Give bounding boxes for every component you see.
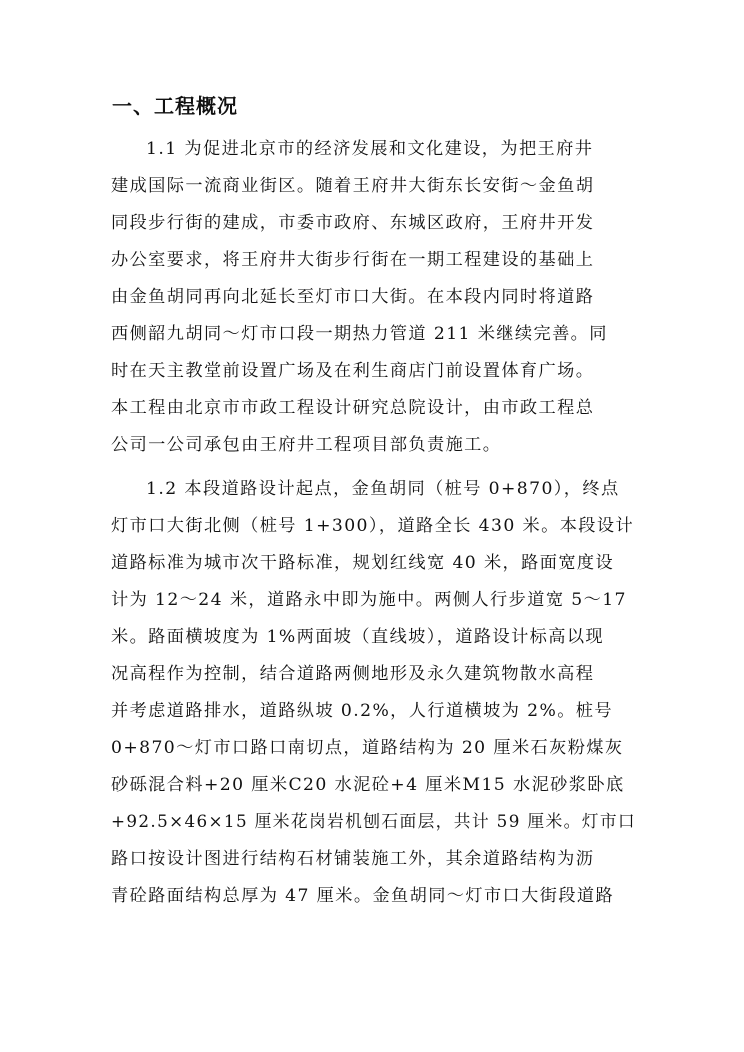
paragraph-line: 1.2 本段道路设计起点，金鱼胡同（桩号 0+870），终点 <box>146 479 620 499</box>
paragraph-line: 西侧韶九胡同～灯市口段一期热力管道 211 米继续完善。同 <box>111 324 608 344</box>
paragraph-line: 砂砾混合料+20 厘米C20 水泥砼+4 厘米M15 水泥砂浆卧底 <box>111 775 625 795</box>
paragraph-line: 并考虑道路排水，道路纵坡 0.2%，人行道横坡为 2%。桩号 <box>111 701 613 721</box>
paragraph-line: 况高程作为控制，结合道路两侧地形及永久建筑物散水高程 <box>111 664 595 684</box>
paragraph-line: +92.5×46×15 厘米花岗岩机刨石面层，共计 59 厘米。灯市口 <box>111 812 637 832</box>
paragraph-line: 办公室要求，将王府井大街步行街在一期工程建设的基础上 <box>111 250 595 270</box>
paragraph-line: 同段步行街的建成，市委市政府、东城区政府，王府井开发 <box>111 213 595 233</box>
paragraph-line: 建成国际一流商业街区。随着王府井大街东长安街～金鱼胡 <box>111 176 595 196</box>
paragraph-line: 米。路面横坡度为 1%两面坡（直线坡），道路设计标高以现 <box>111 627 605 647</box>
paragraph-line: 青砼路面结构总厚为 47 厘米。金鱼胡同～灯市口大街段道路 <box>111 886 615 906</box>
paragraph-line: 0+870～灯市口路口南切点，道路结构为 20 厘米石灰粉煤灰 <box>111 738 624 758</box>
paragraph-line: 1.1 为促进北京市的经济发展和文化建设，为把王府井 <box>146 139 594 159</box>
paragraph-line: 道路标准为城市次干路标准，规划红线宽 40 米，路面宽度设 <box>111 553 615 573</box>
section-heading: 一、工程概况 <box>112 94 238 118</box>
paragraph-line: 时在天主教堂前设置广场及在利生商店门前设置体育广场。 <box>111 361 595 381</box>
paragraph-line: 本工程由北京市市政工程设计研究总院设计，由市政工程总 <box>111 398 595 418</box>
paragraph-line: 由金鱼胡同再向北延长至灯市口大街。在本段内同时将道路 <box>111 287 595 307</box>
paragraph-line: 计为 12～24 米，道路永中即为施中。两侧人行步道宽 5～17 <box>111 590 627 610</box>
paragraph-line: 路口按设计图进行结构石材铺装施工外，其余道路结构为沥 <box>111 849 595 869</box>
paragraph-line: 公司一公司承包由王府井工程项目部负责施工。 <box>111 435 502 455</box>
paragraph-line: 灯市口大街北侧（桩号 1+300），道路全长 430 米。本段设计 <box>111 516 635 536</box>
